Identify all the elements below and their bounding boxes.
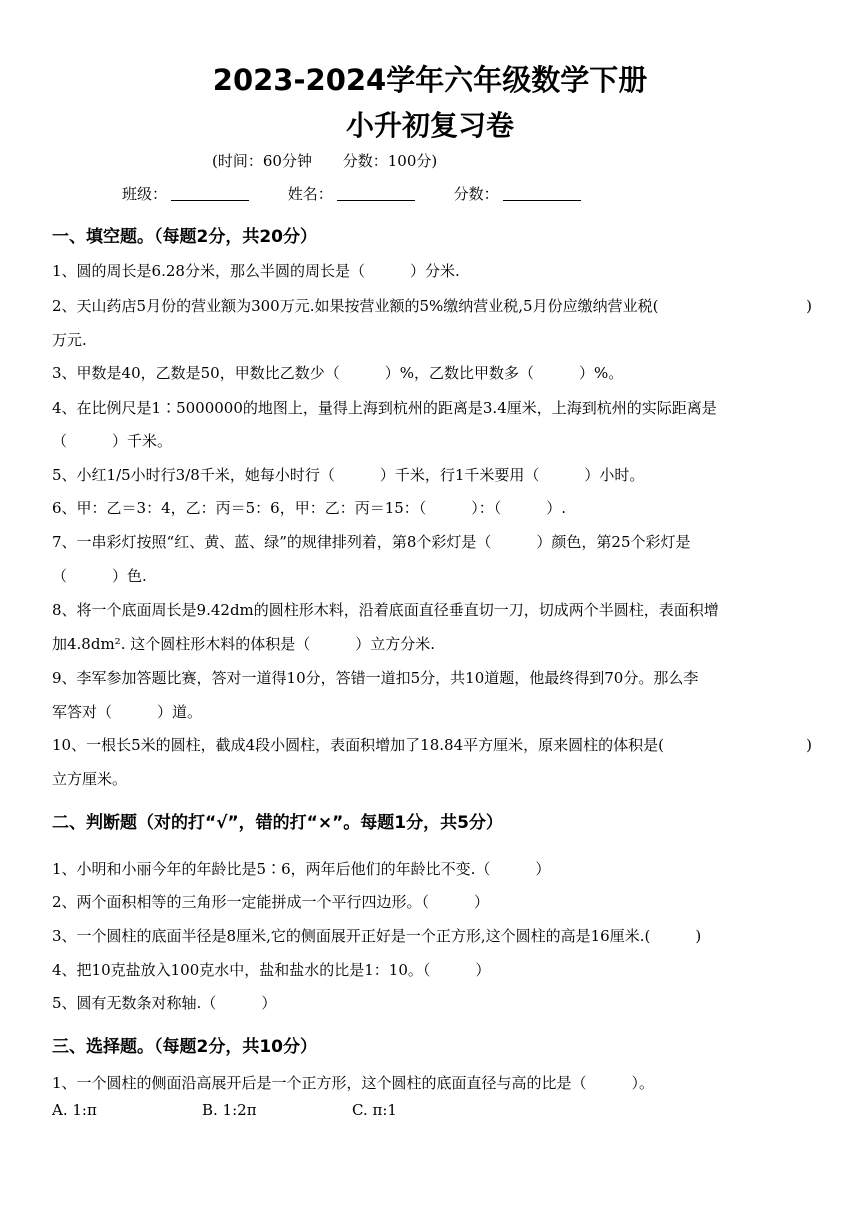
section-choice-heading: 三、选择题。（每题2分，共10分） (52, 1037, 317, 1057)
score-blank[interactable] (503, 186, 581, 201)
fill-question-6: 6、甲：乙＝3：4，乙：丙＝5：6，甲：乙：丙＝15：（ ）：（ ）. (52, 499, 567, 517)
fill-question-2: 2、天山药店5月份的营业额为300万元.如果按营业额的5%缴纳营业税,5月份应缴纳营业税( ) (52, 297, 812, 315)
name-blank[interactable] (337, 186, 415, 201)
choice-question-1: 1、一个圆柱的侧面沿高展开后是一个正方形，这个圆柱的底面直径与高的比是（ ）。 (52, 1074, 655, 1092)
judge-question-2: 2、两个面积相等的三角形一定能拼成一个平行四边形。（ ） (52, 893, 490, 911)
fill-question-8-cont: 加4.8dm². 这个圆柱形木料的体积是（ ）立方分米. (52, 635, 436, 653)
section-fill-heading: 一、填空题。（每题2分，共20分） (52, 227, 317, 247)
exam-subtitle: 小升初复习卷 (345, 109, 514, 142)
fill-question-3: 3、甲数是40，乙数是50，甲数比乙数少（ ）%，乙数比甲数多（ ）%。 (52, 364, 624, 382)
score-field[interactable]: 分数： (454, 183, 581, 204)
fill-question-4-cont: （ ）千米。 (52, 432, 173, 450)
student-fields (122, 183, 615, 204)
class-blank[interactable] (171, 186, 249, 201)
section-judge-heading: 二、判断题（对的打“√”，错的打“×”。每题1分，共5分） (52, 813, 503, 833)
fill-question-7: 7、一串彩灯按照“红、黄、蓝、绿”的规律排列着，第8个彩灯是（ ）颜色，第25个彩灯是 (52, 533, 691, 551)
class-field[interactable]: 班级： (122, 183, 249, 204)
exam-time-info (212, 150, 437, 171)
fill-question-2-cont: 万元. (52, 331, 87, 349)
choice-option-c[interactable]: C. π:1 (352, 1101, 397, 1119)
exam-title: 2023-2024学年六年级数学下册 (212, 63, 648, 97)
fill-question-9: 9、李军参加答题比赛，答对一道得10分，答错一道扣5分，共10道题，他最终得到70分。那么李 (52, 669, 699, 687)
judge-question-5: 5、圆有无数条对称轴.（ ） (52, 994, 277, 1012)
fill-question-9-cont: 军答对（ ）道。 (52, 703, 203, 721)
fill-question-10: 10、一根长5米的圆柱，截成4段小圆柱，表面积增加了18.84平方厘米，原来圆柱的体积是( ) (52, 736, 812, 754)
judge-question-1: 1、小明和小丽今年的年龄比是5∶6，两年后他们的年龄比不变.（ ） (52, 860, 551, 878)
score-total-label: 分数：100分) (342, 152, 438, 170)
fill-question-5: 5、小红1/5小时行3/8千米，她每小时行（ ）千米，行1千米要用（ ）小时。 (52, 466, 645, 484)
fill-question-8: 8、将一个底面周长是9.42dm的圆柱形木料，沿着底面直径垂直切一刀，切成两个半圆柱，表面积增 (52, 601, 719, 619)
fill-question-10-cont: 立方厘米。 (52, 770, 128, 788)
fill-question-7-cont: （ ）色. (52, 567, 147, 585)
judge-question-4: 4、把10克盐放入100克水中，盐和盐水的比是1：10。（ ） (52, 961, 491, 979)
choice-option-a[interactable]: A. 1:π (52, 1101, 97, 1119)
fill-question-4: 4、在比例尺是1∶5000000的地图上，量得上海到杭州的距离是3.4厘米，上海到杭州的实际距离是 (52, 399, 717, 417)
choice-option-b[interactable]: B. 1:2π (202, 1101, 257, 1119)
name-field[interactable]: 姓名： (288, 183, 415, 204)
judge-question-3: 3、一个圆柱的底面半径是8厘米,它的侧面展开正好是一个正方形,这个圆柱的高是16厘米.( ) (52, 927, 702, 945)
time-label: (时间：60分钟 (212, 152, 312, 170)
fill-question-1: 1、圆的周长是6.28分米，那么半圆的周长是（ ）分米. (52, 262, 460, 280)
